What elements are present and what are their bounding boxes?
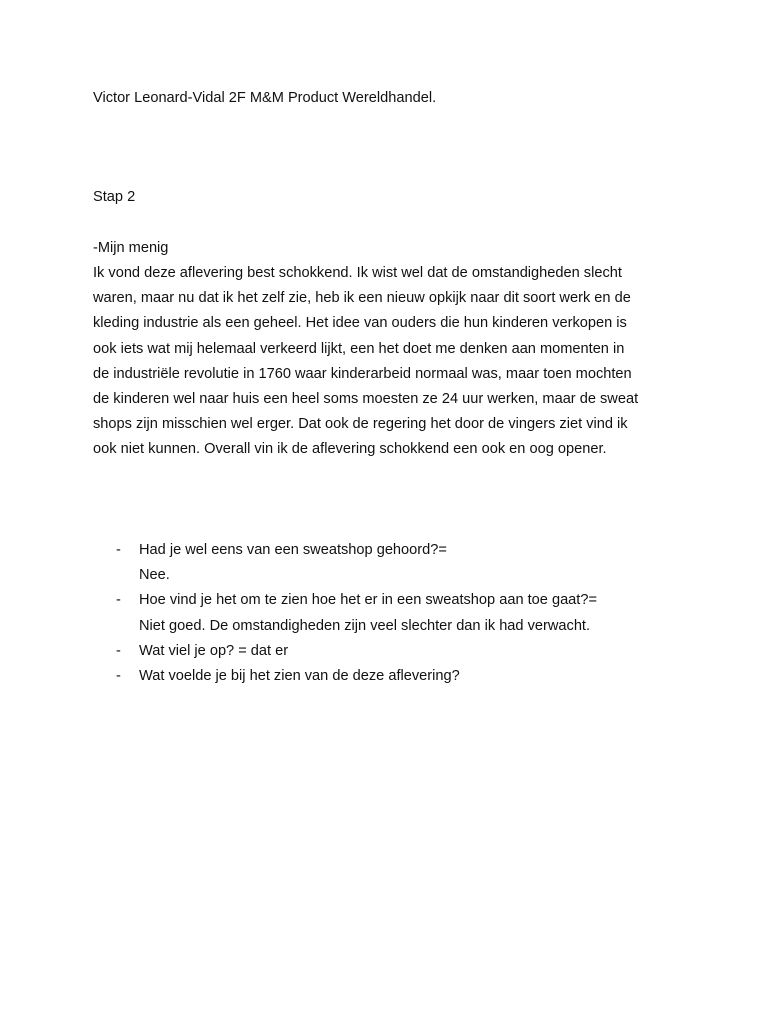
question-text: Hoe vind je het om te zien hoe het er in een sweatshop aan toe gaat?=: [139, 592, 597, 609]
paragraph-line: de industriële revolutie in 1760 waar kinderarbeid normaal was, maar toen mochten: [93, 365, 632, 382]
list-dash: -: [116, 542, 121, 558]
list-dash: -: [116, 642, 121, 659]
list-dash: -: [116, 592, 121, 609]
list-dash: -: [116, 667, 121, 684]
question-text: Wat voelde je bij het zien van de deze aflevering?: [139, 667, 460, 684]
paragraph-line: de kinderen wel naar huis een heel soms moesten ze 24 uur werken, maar de sweat: [93, 391, 639, 408]
paragraph-line: waren, maar nu dat ik het zelf zie, heb ik een nieuw opkijk naar dit soort werk en de: [93, 290, 631, 307]
question-text: Had je wel eens van een sweatshop gehoord?=: [139, 542, 447, 558]
answer-text: Nee.: [139, 567, 170, 584]
document-title: Victor Leonard-Vidal 2F M&M Product Wereldhandel.: [93, 90, 437, 106]
question-item: [0, 639, 768, 664]
question-item: [0, 664, 768, 689]
question-item: [0, 588, 768, 638]
question-list: [0, 538, 768, 689]
question-text: Wat viel je op? = dat er: [139, 642, 289, 659]
opinion-heading: -Mijn menig: [93, 240, 169, 256]
paragraph-line: ook niet kunnen. Overall vin ik de aflevering schokkend een ook en oog opener.: [93, 441, 607, 458]
paragraph-line: kleding industrie als een geheel. Het idee van ouders die hun kinderen verkopen is: [93, 315, 627, 332]
opinion-paragraph: [93, 261, 638, 463]
paragraph-line: shops zijn misschien wel erger. Dat ook de regering het door de vingers ziet vind ik: [93, 416, 628, 433]
answer-text: Niet goed. De omstandigheden zijn veel slechter dan ik had verwacht.: [139, 617, 591, 634]
paragraph-line: Ik vond deze aflevering best schokkend. Ik wist wel dat de omstandigheden slecht: [93, 265, 622, 281]
question-item: [0, 538, 768, 588]
paragraph-line: ook iets wat mij helemaal verkeerd lijkt, een het doet me denken aan momenten in: [93, 340, 625, 357]
step-heading: Stap 2: [93, 189, 136, 205]
